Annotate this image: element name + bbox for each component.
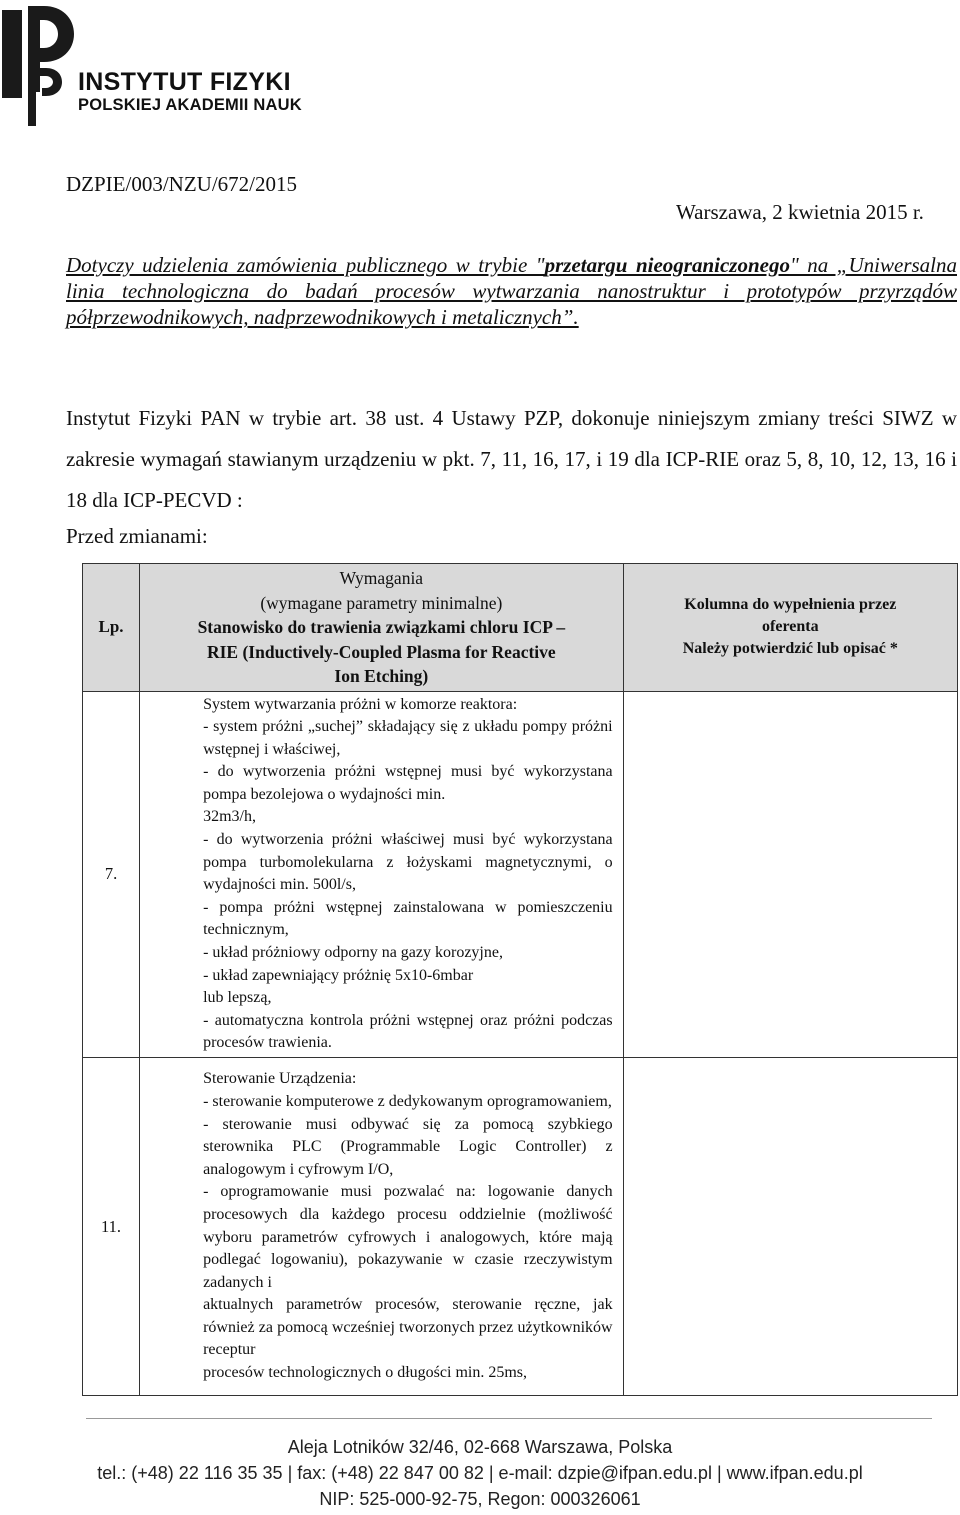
row-requirements [140, 691, 624, 1058]
subject-text-2: " na „Uniwersalna linia technologiczna do badań procesów wytwarzania nanostruktur i prototypów przyrządów półprzewodnikowych, nadprzewodnikowych i metalicznych”. [66, 253, 957, 329]
subject-text-1: Dotyczy udzielenia zamówienia publicznego w trybie " [66, 253, 545, 277]
requirements-table [82, 563, 958, 1396]
requirement-line: - sterowanie komputerowe z dedykowanym oprogramowaniem, [203, 1092, 612, 1110]
footer-nip: NIP: 525-000-92-75, Regon: 000326061 [319, 1489, 641, 1509]
header-requirements [140, 564, 624, 692]
header-req-line: Wymagania [339, 568, 424, 588]
requirement-line: aktualnych parametrów procesów, sterowanie ręczne, jak również za pomocą wcześniej tworzonych przez użytkowników receptur [203, 1296, 613, 1359]
document-subject [66, 252, 957, 330]
requirement-line: - oprogramowanie musi pozwalać na: logowanie danych procesowych dla każdego procesu oddzielnie (możliwość wyboru parametrów cyfrowych i analogowych, które mają podlegać logowaniu), pokazywanie w czasie rzeczywistym zadanych i [203, 1183, 613, 1291]
header-bidder-column [623, 564, 957, 692]
header-col3-line: Kolumna do wypełnienia przez [684, 596, 897, 613]
requirement-line: - system próżni „suchej” składający się z układu pompy próżni wstępnej i właściwej, [203, 718, 613, 758]
requirement-line: - układ próżniowy odporny na gazy korozyjne, [203, 944, 503, 962]
bidder-answer-cell [623, 1058, 957, 1396]
intro-paragraph: Instytut Fizyki PAN w trybie art. 38 ust. 4 Ustawy PZP, dokonuje niniejszym zmiany treści SIWZ w zakresie wymagań stawianym urządzeniu w pkt. 7, 11, 16, 17, i 19 dla ICP-RIE oraz 5, 8, 10, 12, 13, 16 i 18 dla ICP-PECVD : [66, 406, 957, 512]
header-req-line: RIE (Inductively-Coupled Plasma for Reactive [206, 641, 556, 662]
subject-bold: przetargu nieograniczonego [544, 253, 790, 277]
requirement-line: Sterowanie Urządzenia: [203, 1070, 357, 1088]
table-header-row [83, 564, 958, 692]
header-req-line: Stanowisko do trawienia związkami chloru ICP – [197, 617, 566, 637]
header-col3-line: Należy potwierdzić lub opisać * [682, 640, 898, 657]
requirement-line: - sterowanie musi odbywać się za pomocą szybkiego sterownika PLC (Programmable Logic Controller) z analogowym i cyfrowym I/O, [203, 1115, 613, 1178]
document-reference: DZPIE/003/NZU/672/2015 [66, 172, 297, 196]
requirement-line: - automatyczna kontrola próżni wstępnej oraz próżni podczas procesów trawienia. [203, 1011, 613, 1052]
table-row [83, 1058, 958, 1396]
row-requirements [140, 1058, 624, 1396]
footer-divider [86, 1418, 932, 1419]
header-col3-line: oferenta [762, 618, 819, 635]
requirement-line: lub lepszą, [203, 989, 272, 1007]
before-changes-label: Przed zmianami: [66, 524, 208, 548]
logo-title: INSTYTUT FIZYKI [78, 68, 291, 96]
requirement-line: 32m3/h, [203, 808, 256, 826]
header-lp: Lp. [83, 564, 140, 692]
requirement-line: - do wytworzenia próżni właściwej musi być wykorzystana pompa turbomolekularna z łożyskami magnetycznymi, o wydajności min. 500l/s, [203, 831, 613, 894]
header-req-line: (wymagane parametry minimalne) [260, 592, 503, 613]
footer-contact: tel.: (+48) 22 116 35 35 | fax: (+48) 22 847 00 82 | e-mail: dzpie@ifpan.edu.pl | www.ifpan.edu.pl [97, 1463, 863, 1483]
bidder-answer-cell [623, 691, 957, 1058]
header-req-line: Ion Etching) [334, 666, 429, 686]
ifpan-logo-mark-icon [0, 0, 80, 128]
requirement-line: - do wytworzenia próżni wstępnej musi być wykorzystana pompa bezolejowa o wydajności min. [203, 763, 613, 803]
requirement-line: procesów technologicznych o długości min. 25ms, [203, 1364, 527, 1382]
requirement-line: - pompa próżni wstępnej zainstalowana w pomieszczeniu technicznym, [203, 898, 613, 939]
row-number: 7. [83, 691, 140, 1058]
document-date: Warszawa, 2 kwietnia 2015 r. [676, 200, 924, 224]
requirement-line: - układ zapewniający próżnię 5x10-6mbar [203, 966, 474, 984]
table-row [83, 691, 958, 1058]
requirement-line: System wytwarzania próżni w komorze reaktora: [203, 695, 518, 713]
row-number: 11. [83, 1058, 140, 1396]
logo-subtitle: POLSKIEJ AKADEMII NAUK [78, 96, 302, 114]
footer-address: Aleja Lotników 32/46, 02-668 Warszawa, Polska [287, 1437, 673, 1457]
institute-logo [0, 0, 330, 130]
